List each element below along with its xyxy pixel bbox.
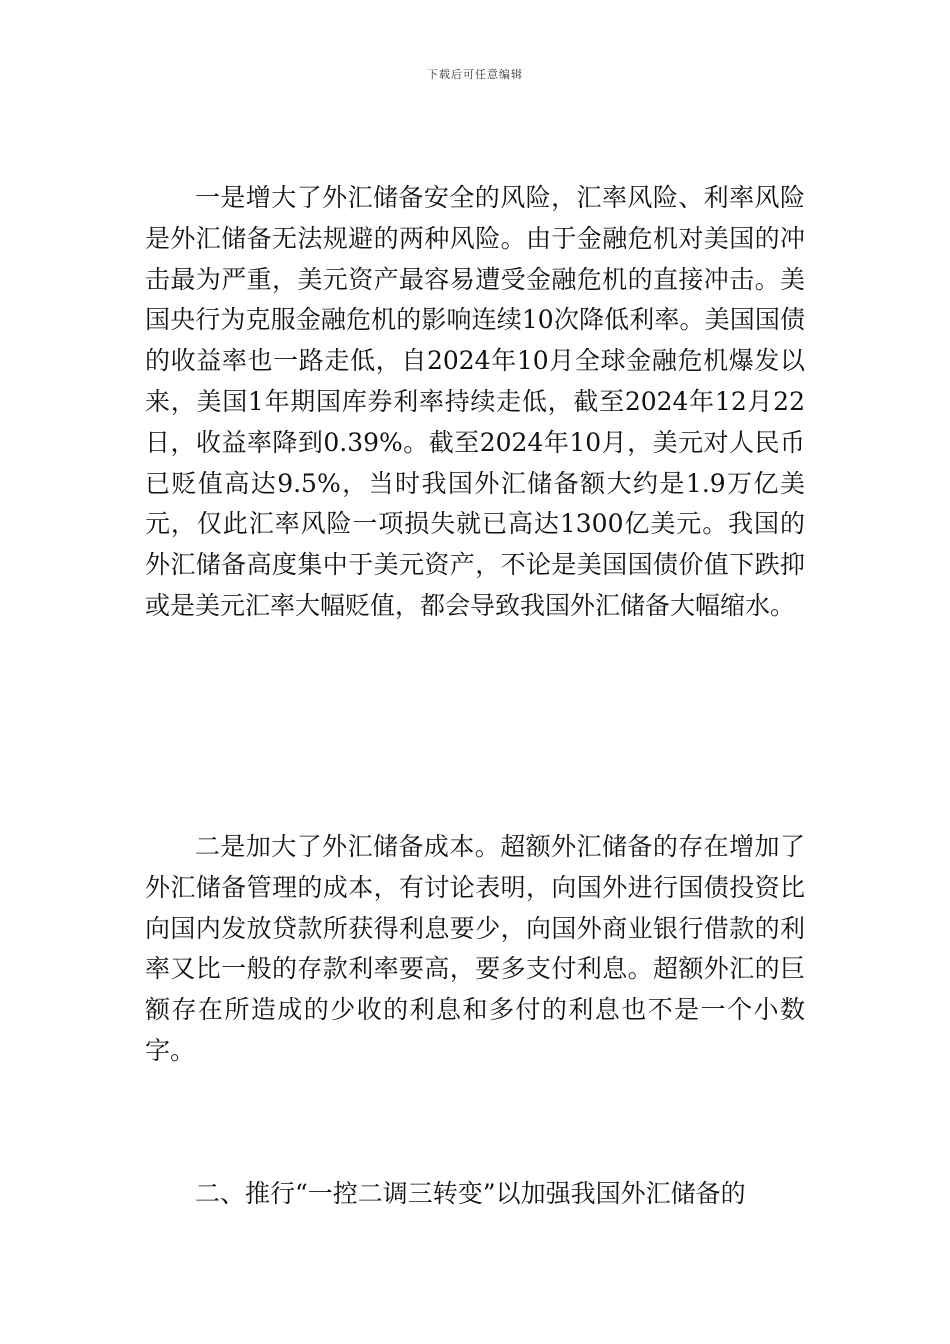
paragraph-risk: 一是增大了外汇储备安全的风险，汇率风险、利率风险是外汇储备无法规避的两种风险。由于金融危机对美国的冲击最为严重，美元资产最容易遭受金融危机的直接冲击。美国央行为克服金融危机的影响连续10次降低利率。美国国债的收益率也一路走低，自2024年10月全球金融危机爆发以来，美国1年期国库券利率持续走低，截至2024年12月22日，收益率降到0.39%。截至2024年10月，美元对人民币已贬值高达9.5%，当时我国外汇储备额大约是1.9万亿美元，仅此汇率风险一项损失就已高达1300亿美元。我国的外汇储备高度集中于美元资产，不论是美国国债价值下跌抑或是美元汇率大幅贬值，都会导致我国外汇储备大幅缩水。 — [145, 183, 805, 620]
header-note: 下载后可任意编辑 — [427, 68, 523, 81]
paragraph-cost: 二是加大了外汇储备成本。超额外汇储备的存在增加了外汇储备管理的成本，有讨论表明，向国外进行国债投资比向国内发放贷款所获得利息要少，向国外商业银行借款的利率又比一般的存款利率要高，要多支付利息。超额外汇的巨额存在所造成的少收的利息和多付的利息也不是一个小数字。 — [145, 832, 805, 1065]
paragraph-section-heading: 二、推行“一控二调三转变”以加强我国外汇储备的 — [195, 1179, 746, 1208]
